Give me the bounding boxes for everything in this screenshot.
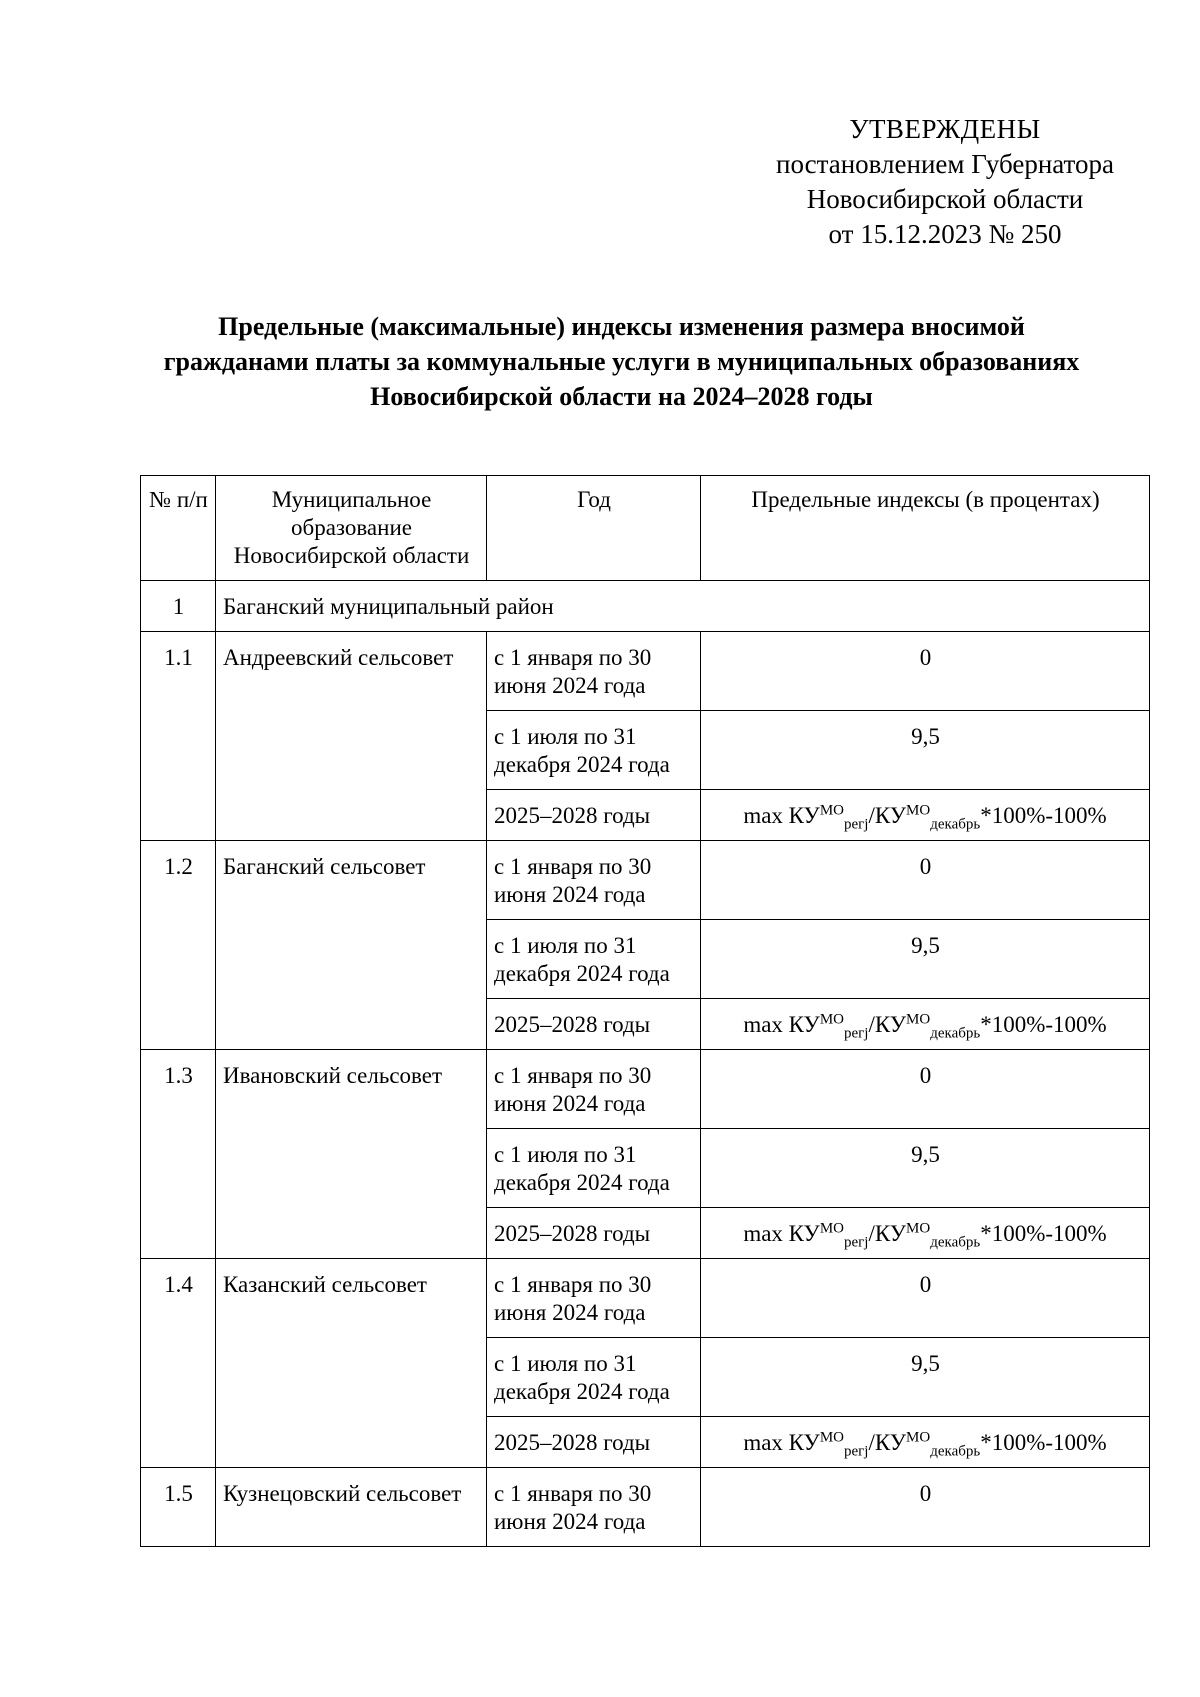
header-index: Предельные индексы (в процентах) — [701, 476, 1150, 581]
approval-date-number: от 15.12.2023 № 250 — [828, 219, 1062, 249]
row-municipality: Баганский сельсовет — [216, 841, 487, 1050]
district-name: Баганский муниципальный район — [216, 581, 1150, 632]
row-index-value: 0 — [701, 841, 1150, 920]
district-num: 1 — [141, 581, 216, 632]
document-title — [120, 309, 1123, 414]
header-num: № п/п — [141, 476, 216, 581]
row-period: с 1 июля по 31 декабря 2024 года — [487, 711, 701, 790]
row-period: 2025–2028 годы — [487, 999, 701, 1050]
row-index-value: 9,5 — [701, 1129, 1150, 1208]
row-index-value: 9,5 — [701, 920, 1150, 999]
row-period: 2025–2028 годы — [487, 1417, 701, 1468]
row-index-value: 9,5 — [701, 1338, 1150, 1417]
table-row — [141, 1259, 1150, 1338]
row-num: 1.3 — [141, 1050, 216, 1259]
row-municipality: Кузнецовский сельсовет — [216, 1468, 487, 1547]
row-period: 2025–2028 годы — [487, 1208, 701, 1259]
approval-heading: УТВЕРЖДЕНЫ — [849, 114, 1041, 144]
table-header-row — [141, 476, 1150, 581]
row-period: с 1 января по 30 июня 2024 года — [487, 1468, 701, 1547]
row-municipality: Казанский сельсовет — [216, 1259, 487, 1468]
title-line-1: Предельные (максимальные) индексы изменения размера вносимой — [218, 312, 1025, 341]
row-municipality: Ивановский сельсовет — [216, 1050, 487, 1259]
row-period: с 1 января по 30 июня 2024 года — [487, 632, 701, 711]
table-row — [141, 632, 1150, 711]
table-row — [141, 841, 1150, 920]
header-year: Год — [487, 476, 701, 581]
row-index-value: 9,5 — [701, 711, 1150, 790]
row-municipality: Андреевский сельсовет — [216, 632, 487, 841]
row-index-value: 0 — [701, 1468, 1150, 1547]
row-period: с 1 июля по 31 декабря 2024 года — [487, 1338, 701, 1417]
row-period: с 1 июля по 31 декабря 2024 года — [487, 1129, 701, 1208]
row-index-formula: $\max КУ^{МО}_{регj}/КУ^{МО}_{декабрь}*100\%-100\%$ — [701, 1208, 1150, 1259]
row-index-formula: $\max КУ^{МО}_{регj}/КУ^{МО}_{декабрь}*100\%-100\%$ — [701, 790, 1150, 841]
approval-block — [760, 112, 1130, 252]
indices-table — [140, 475, 1150, 1547]
table-row — [141, 1468, 1150, 1547]
row-num: 1.1 — [141, 632, 216, 841]
row-index-value: 0 — [701, 1050, 1150, 1129]
row-index-formula: $\max КУ^{МО}_{регj}/КУ^{МО}_{декабрь}*100\%-100\%$ — [701, 1417, 1150, 1468]
header-municipality: Муниципальное образование Новосибирской области — [216, 476, 487, 581]
row-period: с 1 января по 30 июня 2024 года — [487, 841, 701, 920]
table-row — [141, 1050, 1150, 1129]
row-index-value: 0 — [701, 1259, 1150, 1338]
row-period: 2025–2028 годы — [487, 790, 701, 841]
district-row — [141, 581, 1150, 632]
row-index-value: 0 — [701, 632, 1150, 711]
row-index-formula: $\max КУ^{МО}_{регj}/КУ^{МО}_{декабрь}*100\%-100\%$ — [701, 999, 1150, 1050]
approval-decree: постановлением Губернатора — [776, 149, 1114, 179]
title-line-2: гражданами платы за коммунальные услуги в муниципальных образованиях — [163, 347, 1080, 376]
row-num: 1.2 — [141, 841, 216, 1050]
row-num: 1.5 — [141, 1468, 216, 1547]
title-line-3: Новосибирской области на 2024–2028 годы — [370, 382, 873, 411]
row-num: 1.4 — [141, 1259, 216, 1468]
row-period: с 1 июля по 31 декабря 2024 года — [487, 920, 701, 999]
row-period: с 1 января по 30 июня 2024 года — [487, 1259, 701, 1338]
row-period: с 1 января по 30 июня 2024 года — [487, 1050, 701, 1129]
approval-region: Новосибирской области — [806, 184, 1084, 214]
